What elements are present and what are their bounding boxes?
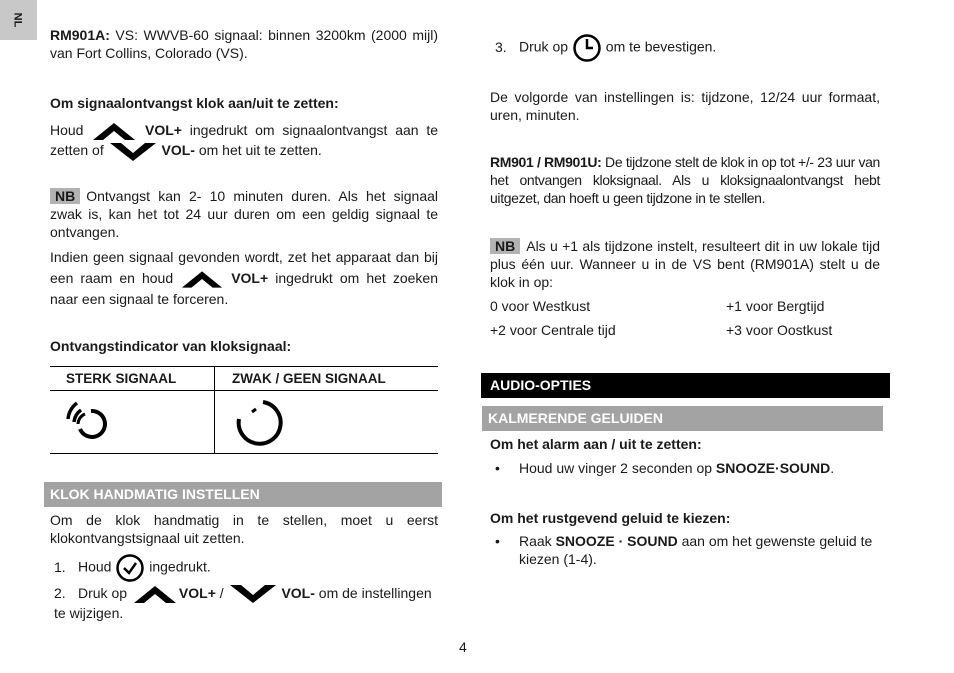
bullet-alarm — [490, 459, 880, 477]
step-number: 1. — [54, 558, 66, 575]
step-3 — [495, 33, 883, 63]
bullet-calm-sound — [490, 532, 880, 568]
weak-signal-icon — [230, 397, 284, 451]
language-tab — [0, 0, 37, 40]
step-1 — [54, 553, 442, 583]
text: ingedrukt. — [145, 558, 211, 575]
vol-plus-label: VOL+ — [145, 122, 182, 138]
text: Raak — [519, 533, 556, 549]
section-manual-clock: KLOK HANDMATIG INSTELLEN — [44, 482, 442, 507]
nb-text: Ontvangst kan 2- 10 minuten duren. Als het signaal zwak is, kan het tot 24 uur duren om een geldig signaal te ontvangen. — [50, 188, 438, 240]
indicator-heading: Ontvangstindicator van kloksignaal: — [50, 338, 292, 354]
calm-sound-heading: Om het rustgevend geluid te kiezen: — [490, 510, 731, 526]
vol-plus-label: VOL+ — [231, 270, 269, 286]
page-number: 4 — [459, 639, 467, 655]
zone-item: +2 voor Centrale tijd — [490, 322, 616, 338]
signal-indicator-table — [50, 366, 438, 454]
nb-note-timezone — [490, 237, 880, 291]
manual-intro-paragraph: Om de klok handmatig in te stellen, moet u eerst klokontvangstsignaal uit zetten. — [50, 512, 438, 546]
timezone-paragraph — [490, 153, 880, 207]
text: Druk op — [519, 38, 572, 55]
table-divider — [50, 390, 438, 391]
section-audio-options: AUDIO-OPTIES — [481, 373, 890, 398]
table-column-divider — [214, 367, 215, 453]
chevron-up-icon — [131, 584, 179, 604]
nb-note — [50, 187, 438, 241]
text: Indien geen signaal gevonden wordt, zet het apparaat dan bij een raam en houd — [50, 249, 438, 286]
strong-signal-icon — [64, 397, 116, 449]
text: om de instellingen te wijzigen. — [54, 585, 432, 622]
text: Houd — [50, 122, 92, 138]
timezone-text: De tijdzone stelt de klok in op tot +/- 23 uur van het ontvangen kloksignaal. Als u kloksignaalontvangst hebt uitgezet, dan hoeft u geen tijdzone in te stellen. — [490, 154, 880, 206]
model-label: RM901A: — [50, 27, 110, 43]
text: Houd — [78, 558, 116, 575]
weak-signal-header: ZWAK / GEEN SIGNAAL — [232, 371, 386, 386]
text: . — [830, 460, 835, 476]
clock-button-icon — [115, 553, 145, 583]
snooze-sound-label: SNOOZE · SOUND — [555, 533, 678, 549]
chevron-down-icon — [108, 142, 158, 162]
text: ingedrukt om signaalontvangst aan te zetten of — [50, 122, 439, 159]
bullet-icon: • — [495, 533, 500, 549]
vol-plus-label: VOL+ — [178, 585, 216, 601]
signal-toggle-heading: Om signaalontvangst klok aan/uit te zetten: — [50, 95, 339, 111]
text: ingedrukt om het zoeken naar een signaal te forceren. — [50, 270, 438, 308]
text: Houd uw vinger 2 seconden op — [519, 460, 716, 476]
bullet-text — [519, 532, 880, 568]
zone-item: +1 voor Bergtijd — [726, 298, 825, 314]
zone-item: +3 voor Oostkust — [726, 322, 833, 338]
text: om het uit te zetten. — [194, 142, 322, 159]
region-text: VS: WWVB-60 signaal: binnen 3200km (2000 mijl) van Fort Collins, Colorado (VS). — [50, 27, 438, 61]
nb-badge: NB — [490, 238, 520, 254]
signal-toggle-paragraph — [50, 121, 438, 162]
bullet-icon: • — [495, 460, 500, 476]
settings-order-paragraph: De volgorde van instellingen is: tijdzone, 12/24 uur formaat, uren, minuten. — [490, 89, 880, 123]
vol-minus-label: VOL- — [281, 585, 315, 601]
model-label: RM901 / RM901U: — [490, 154, 602, 170]
reception-region-paragraph — [50, 26, 438, 62]
text: aan om het gewenste geluid te kiezen (1-4). — [519, 533, 873, 567]
chevron-down-icon — [228, 584, 278, 604]
chevron-up-icon — [91, 121, 137, 141]
nb-badge: NB — [50, 188, 80, 204]
clock-button-icon — [572, 33, 602, 63]
snooze-sound-label: SNOOZE·SOUND — [715, 460, 831, 476]
section-calming-sounds: KALMERENDE GELUIDEN — [482, 406, 883, 431]
vol-minus-label: VOL- — [161, 142, 195, 159]
alarm-toggle-heading: Om het alarm aan / uit te zetten: — [490, 436, 702, 452]
text: / — [215, 585, 228, 601]
language-tab-label: NL — [11, 12, 24, 28]
step-number: 3. — [495, 38, 507, 55]
chevron-up-icon — [180, 269, 224, 289]
text: Druk op — [78, 585, 131, 601]
zone-item: 0 voor Westkust — [490, 298, 591, 314]
step-2 — [54, 584, 438, 623]
text: om te bevestigen. — [601, 38, 717, 55]
step-number: 2. — [54, 585, 66, 601]
nb-text: Als u +1 als tijdzone instelt, resulteert dit in uw lokale tijd plus één uur. Wanneer u in de VS bent (RM901A) stelt u de klok in op: — [490, 238, 880, 290]
strong-signal-header: STERK SIGNAAL — [66, 371, 177, 386]
force-search-paragraph — [50, 247, 438, 310]
